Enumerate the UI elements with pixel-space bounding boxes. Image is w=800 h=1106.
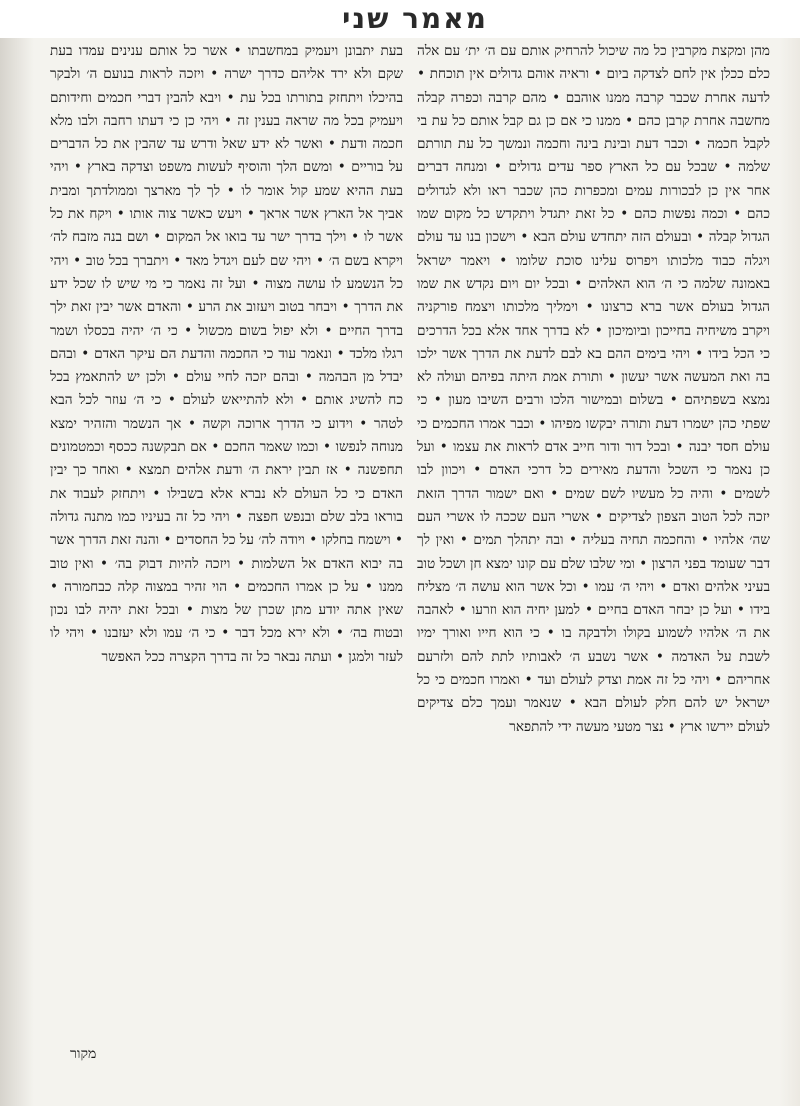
column-right-text: מהן ומקצת מקרבין כל מה שיכול להרחיק אותם עם ה׳ ית׳ עם אלה כלם ככלן אין לחם לצדקה ביום • וראיה אוהם גדולים אין תוכחת • לדעה אחרת שכבר קרבה ממנו אוהבם • מהם קרבה וכפרה קבלה מחשבה אחרת קרבן כהם • ממנו כי אם כן גם קבל אותם כל עת בי לקבל חכמה • וכבר דעת ובינת בינה וחכמה ונמשך כל עת תורתם שלמה • שבכל עם כל הארץ ספר עדים גדולים • ומנחה דברים אחר אין כן לבכורות עמים ומכפרות כהן שכבר ראו ולא לגדולים כהם • וכמה נפשות כהם • כל זאת יתגדל ויתקדש כל מקום שמו הגדול קבלה • ובעולם הזה יתחדש עולם הבא • וישכון בנו עד עולם ויגלה כבוד מלכותו ויפרוס עלינו סוכת שלומו • ויאמר ישראל באמונה שלמה כי ה׳ הוא האלהים • ובכל יום ויום נקדש את שמו הגדול בעולם אשר ברא כרצונו • וימליך מלכותו ויצמח פורקניה ויקרב משיחיה בחייכון וביומיכון • לא בדרך אחד אלא בכל הדרכים כי הכל בידו • ויהי בימים ההם בא לבם לדעת את הדרך אשר ילכו בה ואת המעשה אשר יעשון • ותורת אמת היתה בפיהם ועולה לא נמצא בשפתיהם • בשלום ובמישור הלכו ורבים השיבו מעון • כי שפתי כהן ישמרו דעת ותורה יבקשו מפיהו • וכבר אמרו החכמים כי עולם חסד יבנה • ובכל דור ודור חייב אדם לראות את עצמו • ועל כן נאמר כי השכל והדעת מאירים כל דרכי האדם • ויכוון לבו לשמים • והיה כל מעשיו לשם שמים • ואם ישמור הדרך הזאת יזכה לכל הטוב הצפון לצדיקים • אשרי העם שככה לו אשרי העם שה׳ אלהיו • והחכמה תחיה בעליה • ובה יתהלך תמים • ואין לך דבר שעומד בפני הרצון • ומי שלבו שלם עם קונו ימצא חן ושכל טוב בעיני אלהים ואדם • ויהי ה׳ עמו • וכל אשר הוא עושה ה׳ מצליח בידו • ועל כן יבחר האדם בחיים • למען יחיה הוא וזרעו • לאהבה את ה׳ אלהיו לשמוע בקולו ולדבקה בו • כי הוא חייו ואורך ימיו לשבת על האדמה • אשר נשבע ה׳ לאבותיו לתת להם ולזרעם אחריהם • ויהי כל זה אמת וצדק לעולם ועד • ואמרו חכמים כי כל ישראל יש להם חלק לעולם הבא • שנאמר ועמך כלם צדיקים לעולם יירשו ארץ • נצר מטעי מעשה ידי להתפאר [417, 43, 770, 735]
column-right [417, 40, 770, 1080]
text-columns [50, 40, 770, 1080]
column-left [50, 40, 403, 1080]
page-edge-shadow [780, 0, 800, 1106]
page-title: מאמר שני [342, 2, 488, 35]
page-fold-shadow [0, 0, 34, 1106]
header-band [0, 0, 800, 38]
column-left-text: בעת יתבונן ויעמיק במחשבתו • אשר כל אותם ענינים עמדו בעת שקם ולא ירד אליהם כדרך ישרה • ויזכה לראות בנועם ה׳ ולבקר בהיכלו ויתחזק בתורתו בכל עת • ויבא להבין דברי חכמים וחידותם ויעמיק בכל מה שראה בענין זה • ויהי כן כי דעתו רחבה ולבו מלא חכמה ודעת • ואשר לא ידע שאל ודרש עד שהבין את כל הדברים על בוריים • ומשם הלך והוסיף לעשות משפט וצדקה בארץ • ויהי בעת ההיא שמע קול אומר לו • לך לך מארצך וממולדתך ומבית אביך אל הארץ אשר אראך • ויעש כאשר צוה אותו • ויקח את כל אשר לו • וילך בדרך ישר עד בואו אל המקום • ושם בנה מזבח לה׳ ויקרא בשם ה׳ • ויהי שם לעם ויגדל מאד • ויתברך בכל טוב • ויהי כל הנשמע לו עושה מצוה • ועל זה נאמר כי מי שיש לו שכל ידע את הדרך • ויבחר בטוב ויעזוב את הרע • והאדם אשר יבין זאת ילך בדרך החיים • ולא יפול בשום מכשול • כי ה׳ יהיה בכסלו ושמר רגלו מלכד • ונאמר עוד כי החכמה והדעת הם עיקר האדם • ובהם יבדל מן הבהמה • ובהם יזכה לחיי עולם • ולכן יש להתאמץ בכל כח להשיג אותם • ולא להתייאש לעולם • כי ה׳ עוזר לכל הבא לטהר • וידוע כי הדרך ארוכה וקשה • אך הנשמר והזהיר ימצא מנוחה לנפשו • וכמו שאמר החכם • אם תבקשנה ככסף וכמטמונים תחפשנה • אז תבין יראת ה׳ ודעת אלהים תמצא • ואחר כך יבין האדם כי כל העולם לא נברא אלא בשבילו • ויתחזק לעבוד את בוראו בלב שלם ובנפש חפצה • ויהי כל זה בעיניו כמו מתנה גדולה • וישמח בחלקו • ויודה לה׳ על כל החסדים • והנה זאת הדרך אשר בה יבוא האדם אל השלמות • ויזכה להיות דבוק בה׳ • ואין טוב ממנו • על כן אמרו החכמים • הוי זהיר במצוה קלה כבחמורה • שאין אתה יודע מתן שכרן של מצות • ובכל זאת יהיה לבו נכון ובטוח בה׳ • ולא ירא מכל דבר • כי ה׳ עמו ולא יעזבנו • ויהי לו לעזר ולמגן • ועתה נבאר כל זה בדרך הקצרה ככל האפשר [50, 43, 403, 665]
catchword: מקור [70, 1046, 97, 1062]
